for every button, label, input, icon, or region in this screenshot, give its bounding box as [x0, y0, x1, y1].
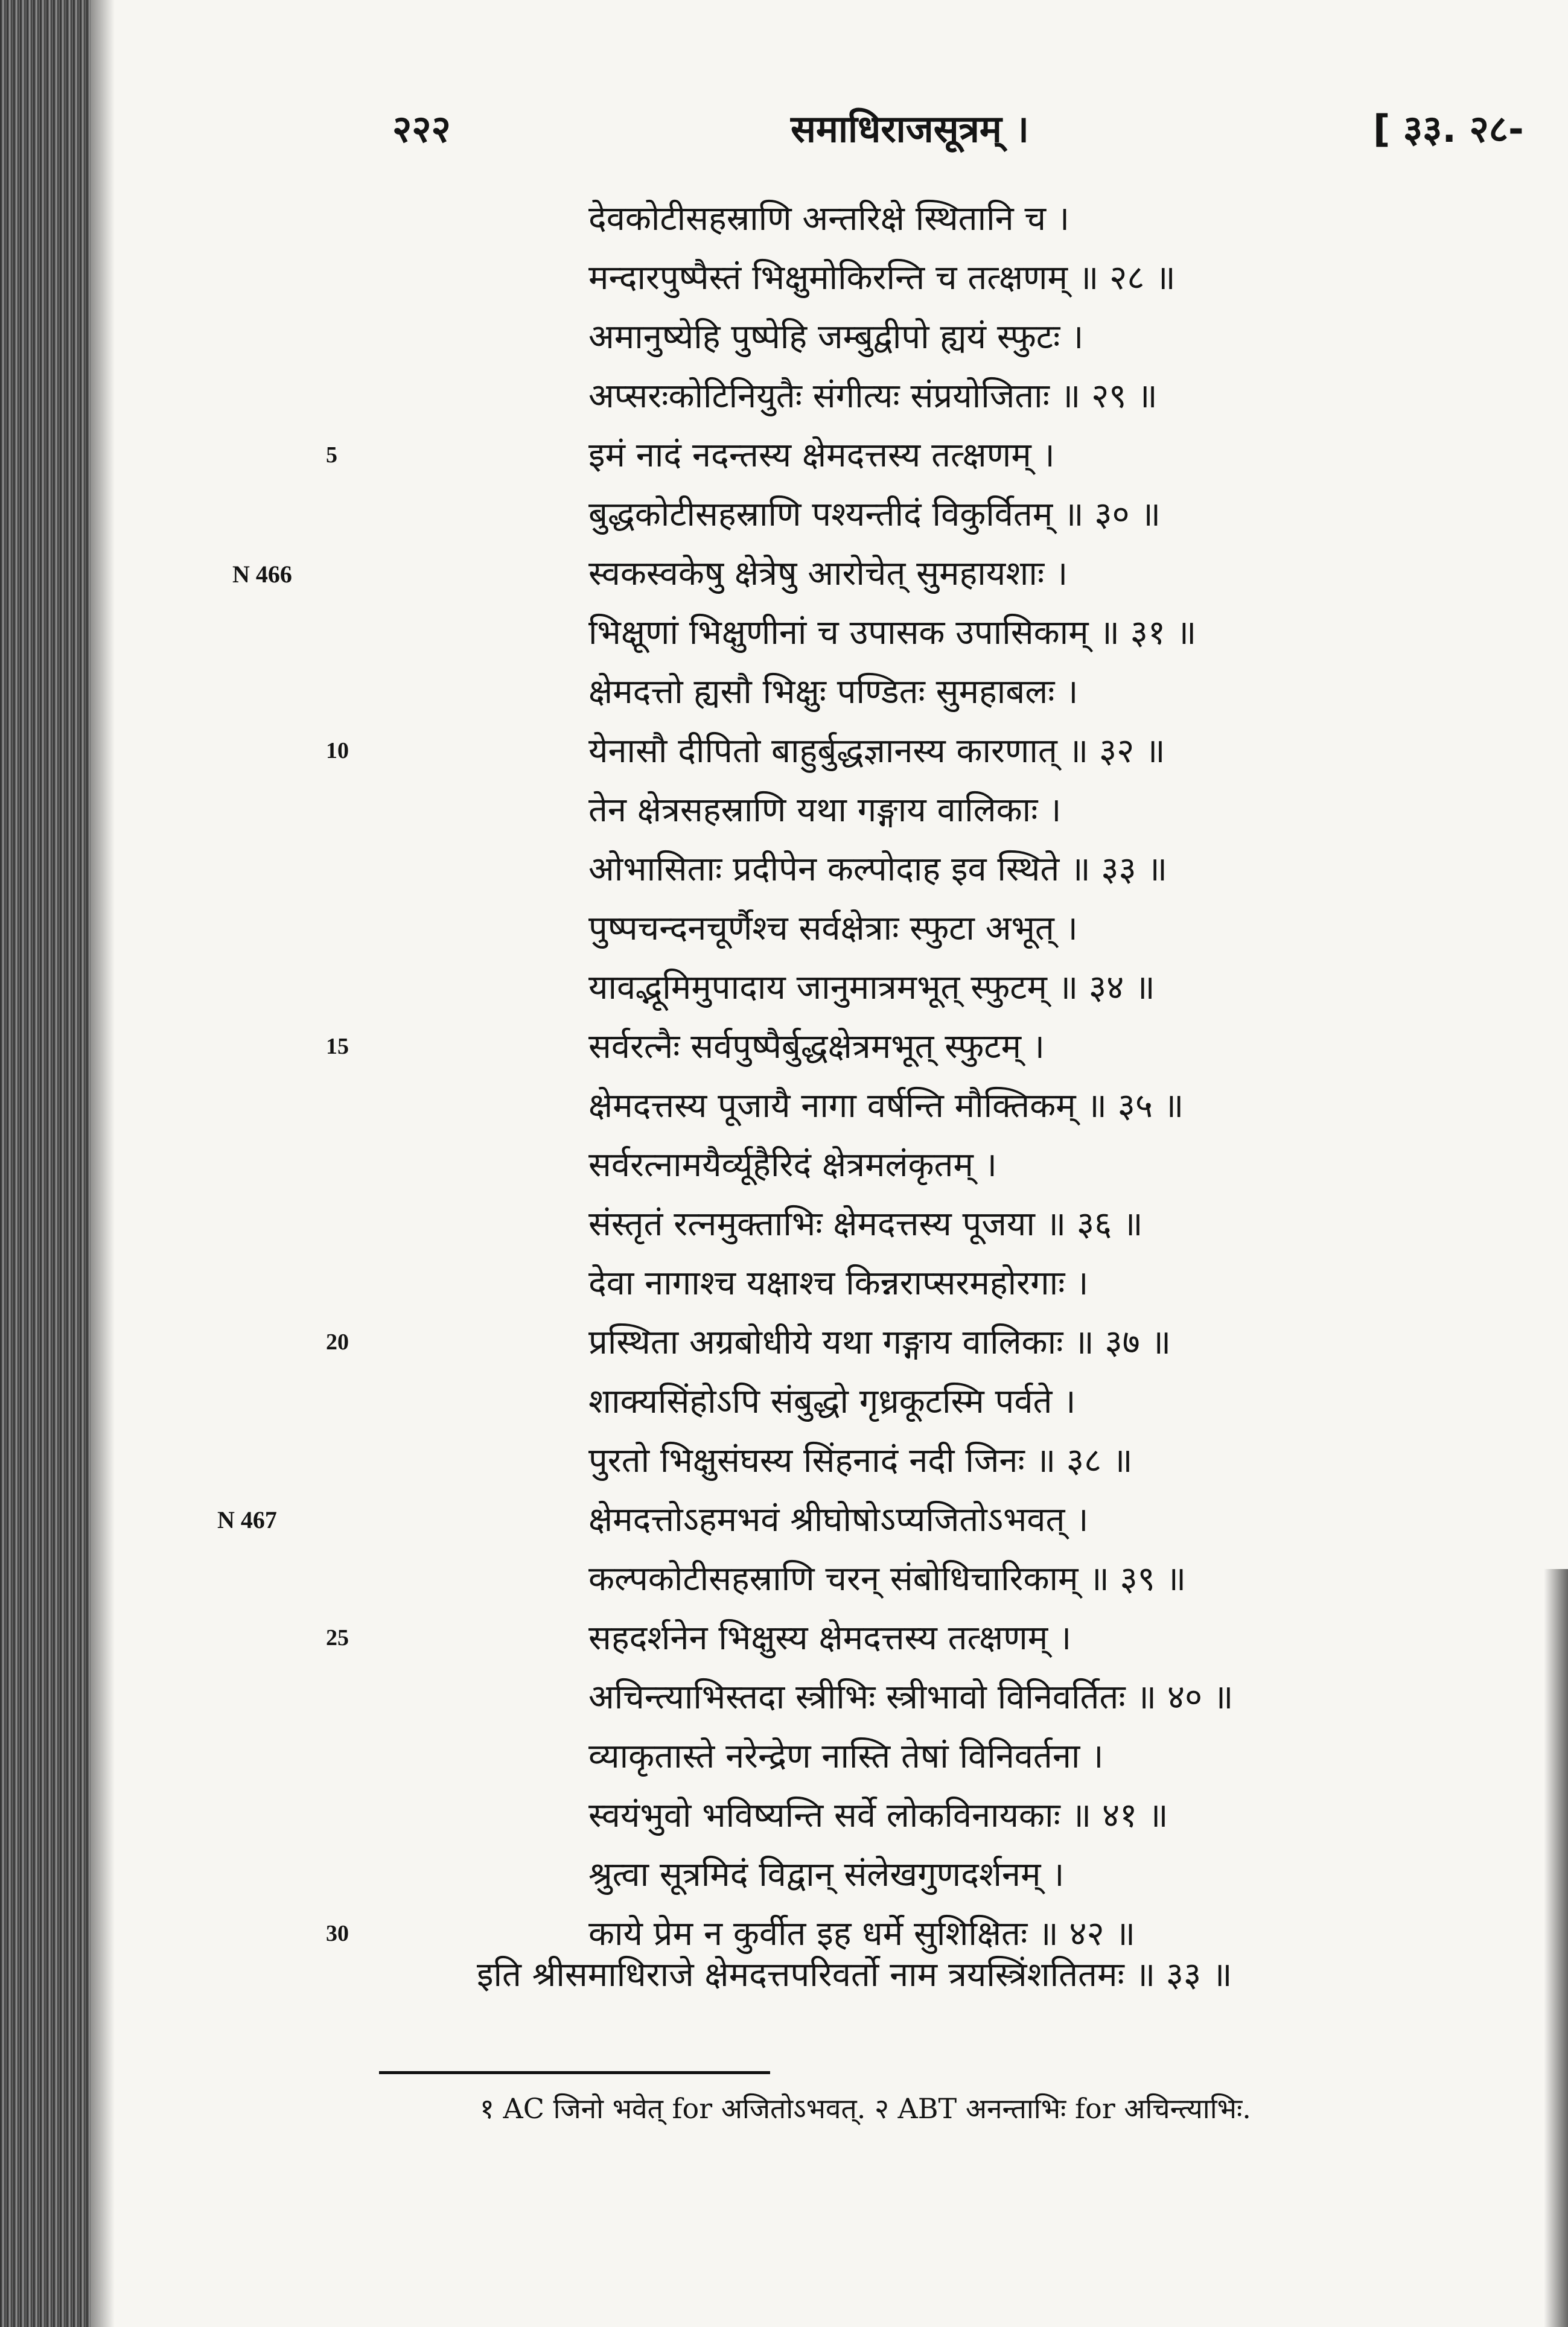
verse-line: अमानुष्येहि पुष्पेहि जम्बुद्वीपो ह्ययं स्फुटः । — [588, 317, 1084, 357]
page-edge-shadow — [1544, 1569, 1568, 2327]
verse-line: ओभासिताः प्रदीपेन कल्पोदाह इव स्थिते ॥ ३३ ॥ — [588, 850, 1168, 889]
chapter-colophon: इति श्रीसमाधिराजे क्षेमदत्तपरिवर्तो नाम त्रयस्त्रिंशतितमः ॥ ३३ ॥ — [477, 1955, 1232, 1994]
verse-line: अप्सरःकोटिनियुतैः संगीत्यः संप्रयोजिताः ॥ २९ ॥ — [588, 377, 1158, 416]
verse-line: स्वकस्वकेषु क्षेत्रेषु आरोचेत् सुमहायशाः । — [588, 554, 1068, 593]
verse-line: देवकोटीसहस्राणि अन्तरिक्षे स्थितानि च । — [588, 199, 1070, 238]
footnote-rule — [379, 2071, 770, 2074]
verse-line: क्षेमदत्तो ह्यसौ भिक्षुः पण्डितः सुमहाबलः । — [588, 672, 1079, 711]
verse-line: बुद्धकोटीसहस्राणि पश्यन्तीदं विकुर्वितम् ॥ ३० ॥ — [588, 495, 1161, 534]
book-binding-edge — [0, 0, 91, 2327]
verse-line: सर्वरत्नैः सर्वपुष्पैर्बुद्धक्षेत्रमभूत् स्फुटम् । — [588, 1027, 1045, 1066]
verse-line: व्याकृतास्ते नरेन्द्रेण नास्ति तेषां विनिवर्तना । — [588, 1737, 1104, 1776]
verse-line: काये प्रेम न कुर्वीत इह धर्मे सुशिक्षितः ॥ ४२ ॥ — [588, 1914, 1136, 1953]
verse-line: सहदर्शनेन भिक्षुस्य क्षेमदत्तस्य तत्क्षणम् । — [588, 1619, 1072, 1658]
verse-line: देवा नागाश्च यक्षाश्च किन्नराप्सरमहोरगाः । — [588, 1264, 1089, 1303]
line-number: 25 — [326, 1625, 349, 1651]
page-header — [0, 103, 1568, 175]
binding-shadow — [91, 0, 115, 2327]
line-number: 20 — [326, 1329, 349, 1355]
verse-line: यावद्भूमिमुपादाय जानुमात्रमभूत् स्फुटम् ॥ ३४ ॥ — [588, 968, 1155, 1007]
verse-line: सर्वरत्नामयैर्व्यूहैरिदं क्षेत्रमलंकृतम् । — [588, 1145, 997, 1185]
verse-line: स्वयंभुवो भविष्यन्ति सर्वे लोकविनायकाः ॥ ४१ ॥ — [588, 1796, 1168, 1835]
verse-line: भिक्षूणां भिक्षुणीनां च उपासक उपासिकाम् ॥ ३१ ॥ — [588, 613, 1197, 652]
page-number: २२२ — [392, 107, 451, 151]
line-number: 15 — [326, 1034, 349, 1059]
verse-line: तेन क्षेत्रसहस्राणि यथा गङ्गाय वालिकाः । — [588, 791, 1062, 830]
verse-line: क्षेमदत्तोऽहमभवं श्रीघोषोऽप्यजितोऽभवत् । — [588, 1500, 1089, 1539]
verse-line: मन्दारपुष्पैस्तं भिक्षुमोकिरन्ति च तत्क्षणम् ॥ २८ ॥ — [588, 258, 1176, 298]
manuscript-ref: N 467 — [217, 1506, 277, 1533]
verse-line: श्रुत्वा सूत्रमिदं विद्वान् संलेखगुणदर्शनम् । — [588, 1855, 1065, 1894]
verse-line: येनासौ दीपितो बाहुर्बुद्धज्ञानस्य कारणात् ॥ ३२ ॥ — [588, 731, 1165, 771]
manuscript-ref: N 466 — [232, 561, 292, 588]
line-number: 10 — [326, 738, 349, 763]
verse-line: क्षेमदत्तस्य पूजायै नागा वर्षन्ति मौक्तिकम् ॥ ३५ ॥ — [588, 1086, 1184, 1125]
section-reference: [ ३३. २८- — [1373, 107, 1524, 151]
verse-line: प्रस्थिता अग्रबोधीये यथा गङ्गाय वालिकाः ॥ ३७ ॥ — [588, 1323, 1171, 1362]
verse-line: संस्तृतं रत्नमुक्ताभिः क्षेमदत्तस्य पूजया ॥ ३६ ॥ — [588, 1205, 1143, 1244]
verse-line: अचिन्त्याभिस्तदा स्त्रीभिः स्त्रीभावो विनिवर्तितः ॥ ४० ॥ — [588, 1678, 1234, 1717]
verse-line: पुष्पचन्दनचूर्णैश्च सर्वक्षेत्राः स्फुटा अभूत् । — [588, 909, 1078, 948]
line-number: 5 — [326, 442, 337, 468]
verse-line: इमं नादं नदन्तस्य क्षेमदत्तस्य तत्क्षणम् । — [588, 436, 1055, 475]
line-number: 30 — [326, 1921, 349, 1946]
verse-line: पुरतो भिक्षुसंघस्य सिंहनादं नदी जिनः ॥ ३८ ॥ — [588, 1441, 1133, 1480]
verse-line: शाक्यसिंहोऽपि संबुद्धो गृध्रकूटस्मि पर्वते । — [588, 1382, 1076, 1421]
running-title: समाधिराजसूत्रम् । — [791, 107, 1029, 151]
verse-line: कल्पकोटीसहस्राणि चरन् संबोधिचारिकाम् ॥ ३९ ॥ — [588, 1559, 1187, 1599]
footnote: १ AC जिनो भवेत् for अजितोऽभवत्. २ ABT अनन्ताभिः for अचिन्त्याभिः. — [480, 2092, 1251, 2125]
